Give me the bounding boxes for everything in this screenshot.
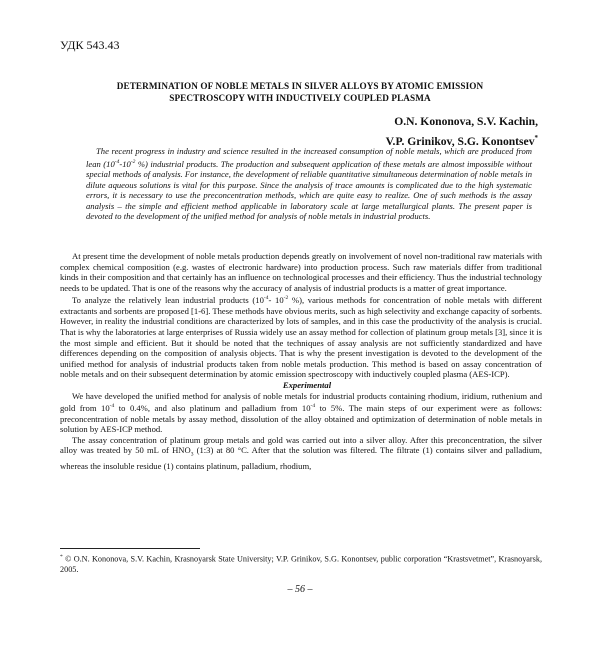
footnote-text: © O.N. Kononova, S.V. Kachin, Krasnoyarsk State University; V.P. Grinikov, S.G. Konontsev, public corporation “Krastsvetmet”, Krasnoyarsk, 2005. [60, 554, 542, 574]
p2-text-c: %), various methods for concentration of noble metals with different extractants and sorbents are proposed [1-6]. These methods have obvious merits, such as high selectivity and exchange capacity of sorbents. However, in reality the industrial conditions are characterized by lots of samples, and in this case the productivity of the analysis is crucial. That is why the laboratories at large enterprises of Russia widely use an assay method for collection of platinum group metals [3], since it is the most simple and efficient. But it should be noted that the techniques of assay analysis are not sufficiently standardized and have differences depending on the composition of analysis objects. That is why the present investigation is devoted to the development of the unified method for analysis of industrial products taken from noble metals production. This method is based on assay concentration of noble metals and on their subsequent determination by atomic emission spectroscopy with inductively coupled plasma (AES-ICP). [60, 295, 543, 380]
body-text [60, 251, 542, 471]
abstract-exponent-1: -4 [114, 158, 120, 165]
abstract-text-2: -10 [119, 158, 131, 169]
p3-exponent-2: -4 [310, 403, 316, 410]
title-line-2: SPECTROSCOPY WITH INDUCTIVELY COUPLED PLASMA [169, 93, 431, 103]
footnote [60, 552, 542, 575]
p4-text-b: (1:3) at 80 °C. After that the solution was filtered. The filtrate (1) contains silver and palladium, whereas the insoluble residue (1) contains platinum, palladium, rhodium, [60, 445, 543, 471]
author-list [386, 114, 538, 150]
authors-line-2-text: V.P. Grinikov, S.G. Konontsev [385, 134, 535, 148]
paragraph-4 [60, 435, 542, 472]
p3-text-c: to 5%. The main steps of our experiment were as follows: preconcentration of noble metals by assay method, dissolution of the alloy obtained and optimization of determination of noble metals in solution by AES-ICP method. [60, 403, 542, 435]
paragraph-2 [60, 293, 542, 380]
p2-text-a: To analyze the relatively lean industrial products (10 [72, 295, 264, 306]
p3-text-b: to 0.4%, and also platinum and palladium from 10 [114, 403, 311, 414]
p4-subscript: 3 [190, 452, 194, 459]
p2-text-b: - 10 [268, 295, 284, 306]
abstract-exponent-2: -2 [130, 158, 136, 165]
footnote-divider [60, 548, 200, 549]
p3-exponent-1: -4 [109, 403, 115, 410]
title-line-1: DETERMINATION OF NOBLE METALS IN SILVER ALLOYS BY ATOMIC EMISSION [116, 81, 484, 91]
footnote-mark: * [60, 554, 63, 560]
abstract-text-3: %) industrial products. The production and subsequent application of these metals are almost impossible without special methods of analysis. For instance, the development of reliable quantitative simultaneous determination of noble metals in dilute aqueous solutions is vital for this purpose. Since the analysis of trace amounts is complicated due to the high systematic errors, it is necessary to use the preconcentration methods, which are quite easy to realize. One of such methods is the assay analysis – the simple and efficient method applicable in laboratory scale at large metallurgical plants. The present paper is devoted to the development of the unified method for analysis of noble metals in industrial products. [86, 158, 532, 222]
abstract [86, 146, 532, 222]
abstract-text-1: The recent progress in industry and science resulted in the increased consumption of noble metals, which are produced from lean (10 [86, 146, 532, 169]
paragraph-3 [60, 391, 542, 435]
p2-exponent-2: -2 [283, 295, 289, 302]
footnote-marker: * [534, 134, 538, 142]
authors-line-1: O.N. Kononova, S.V. Kachin, [394, 115, 538, 128]
p2-exponent-1: -4 [263, 295, 269, 302]
paragraph-1: At present time the development of noble metals production depends greatly on involvement of novel non-traditional raw materials with complex chemical composition (e.g. wastes of electronic hardware) into production process. Such raw materials differ from traditional kinds in their composition and that certainly has an influence on technological processes and their efficiency. Thus the industrial technology needs to be updated. That is one of the reasons why the accuracy of analysis of industrial products is a matter of great importance. [60, 251, 542, 293]
p3-text-a: We have developed the unified method for analysis of noble metals for industrial products containing rhodium, iridium, ruthenium and gold from 10 [60, 390, 542, 414]
p4-text-a: The assay concentration of platinum group metals and gold was carried out into a silver alloy. After this preconcentration, the silver alloy was treated by 50 mL of HNO [60, 434, 542, 456]
section-heading-experimental: Experimental [282, 379, 332, 390]
udc-code: УДК 543.43 [60, 38, 120, 52]
page-number: – 56 – [287, 584, 313, 595]
paper-title [60, 80, 540, 104]
